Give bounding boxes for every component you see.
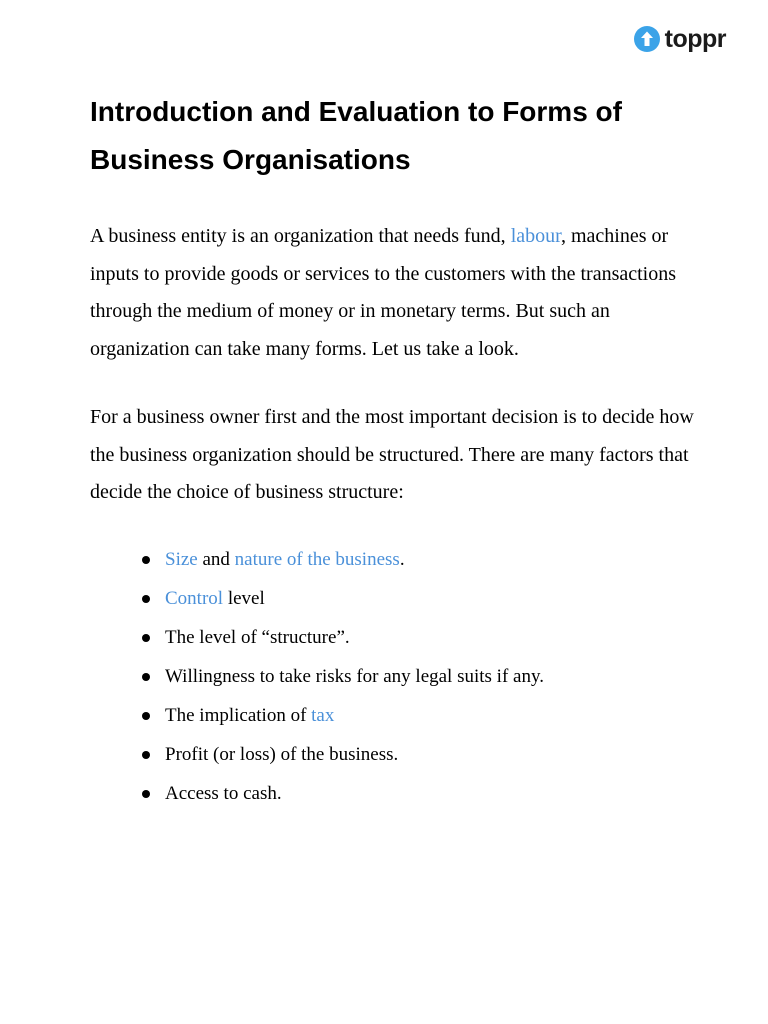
title-line-2: Business Organisations — [90, 144, 411, 175]
list-item — [140, 579, 700, 618]
factors-list — [90, 540, 700, 813]
bullet-icon — [142, 712, 150, 720]
list-item — [140, 774, 700, 813]
list-item-text: The implication of — [165, 704, 312, 726]
intro-paragraph — [90, 218, 700, 369]
up-arrow-circle-icon — [634, 26, 660, 52]
title-line-1: Introduction and Evaluation to Forms of — [90, 96, 622, 127]
structure-paragraph: For a business owner first and the most important decision is to decide how the business organization should be structured. There are many factors that decide the choice of business structure: — [90, 405, 694, 504]
bullet-icon — [142, 556, 150, 564]
bullet-icon — [142, 595, 150, 603]
list-item-text: Profit (or loss) of the business. — [165, 743, 399, 765]
list-item-text: Willingness to take risks for any legal suits if any. — [165, 665, 544, 687]
bullet-icon — [142, 673, 150, 681]
list-item — [140, 696, 700, 735]
tax-link[interactable]: tax — [311, 704, 335, 726]
list-item — [140, 735, 700, 774]
list-item-text: and — [197, 548, 235, 570]
list-item — [140, 657, 700, 696]
list-item — [140, 540, 700, 579]
bullet-icon — [142, 751, 150, 759]
size-link[interactable]: Size — [165, 548, 198, 570]
intro-text-start: A business entity is an organization that needs fund, — [90, 225, 511, 247]
bullet-icon — [142, 790, 150, 798]
labour-link[interactable]: labour — [510, 225, 561, 247]
list-item — [140, 618, 700, 657]
bullet-icon — [142, 634, 150, 642]
intro-text-end: , machines or inputs to provide goods or services to the customers with the transactions through the medium of money or in monetary terms. But such an organization can take many forms. Let us take a look. — [90, 225, 677, 361]
list-item-text: . — [399, 548, 405, 570]
nature-of-business-link[interactable]: nature of the business — [234, 548, 400, 570]
brand-name: toppr — [664, 25, 726, 53]
document-body — [90, 88, 700, 813]
page-title — [90, 88, 700, 184]
list-item-text: Access to cash. — [165, 782, 282, 804]
toppr-logo — [634, 26, 726, 52]
list-item-text: level — [223, 587, 265, 609]
control-link[interactable]: Control — [165, 587, 224, 609]
list-item-text: The level of “structure”. — [165, 626, 350, 648]
